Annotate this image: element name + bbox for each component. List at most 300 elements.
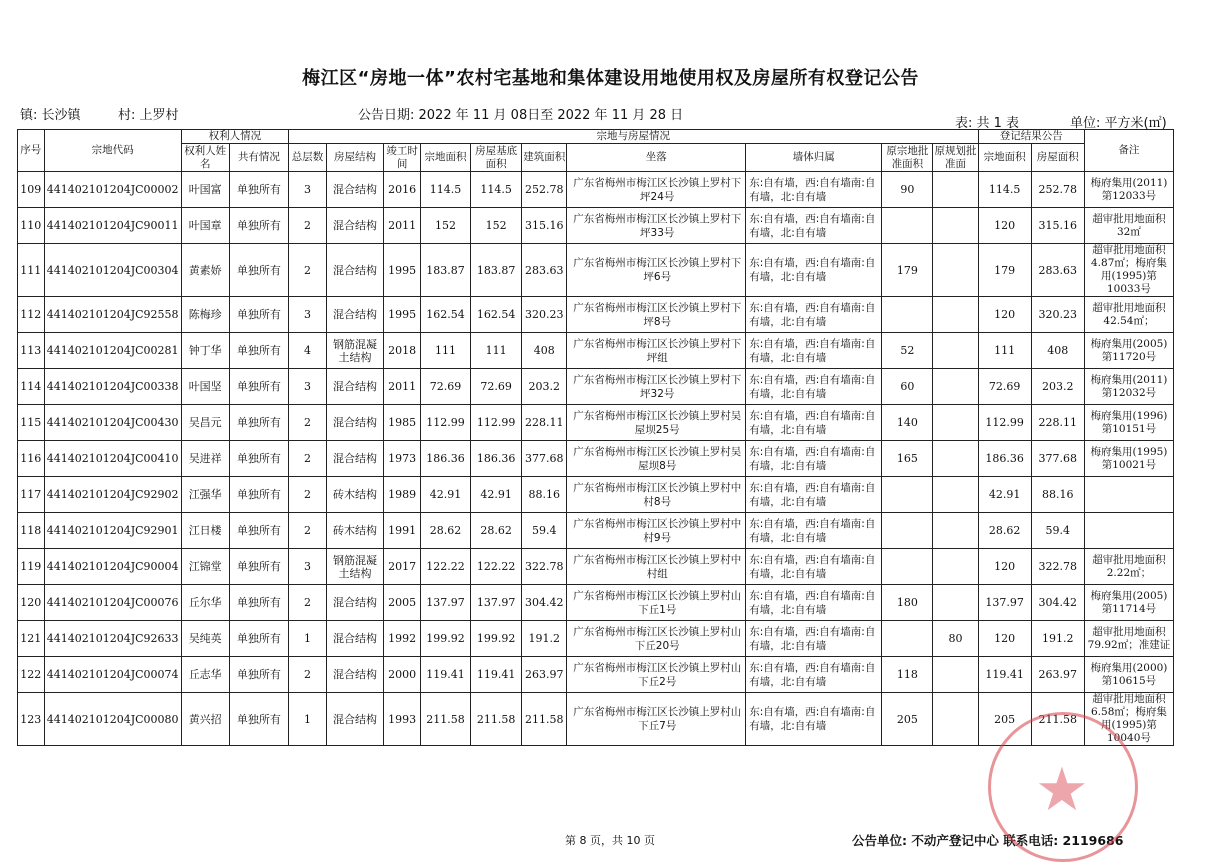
cell-name: 吴纯英 (181, 621, 229, 657)
cell-orig-plan (933, 513, 978, 549)
cell-share: 单独所有 (229, 441, 288, 477)
cell-share: 单独所有 (229, 208, 288, 244)
cell-share: 单独所有 (229, 693, 288, 746)
cell-res-area: 119.41 (978, 657, 1031, 693)
cell-build: 203.2 (522, 369, 567, 405)
footer-unit: 公告单位: 不动产登记中心 联系电话: 2119686 (852, 833, 1124, 848)
cell-floors: 2 (289, 244, 327, 297)
cell-res-area: 120 (978, 621, 1031, 657)
cell-structure: 混合结构 (326, 369, 383, 405)
header-share: 共有情况 (229, 144, 288, 172)
cell-year: 2000 (384, 657, 421, 693)
cell-orig-area: 180 (882, 585, 933, 621)
cell-seq: 122 (18, 657, 45, 693)
cell-loc: 广东省梅州市梅江区长沙镇上罗村吴屋坝25号 (567, 405, 746, 441)
cell-orig-area: 140 (882, 405, 933, 441)
cell-seq: 114 (18, 369, 45, 405)
cell-code: 441402101204JC00281 (44, 333, 181, 369)
table-row (18, 172, 1174, 208)
cell-code: 441402101204JC00076 (44, 585, 181, 621)
page-number: 第 8 页，共 10 页 (565, 834, 655, 847)
cell-seq: 119 (18, 549, 45, 585)
table-row (18, 297, 1174, 333)
cell-wall: 东:自有墙，西:自有墙南:自有墙，北:自有墙 (746, 513, 882, 549)
cell-year: 2011 (384, 208, 421, 244)
cell-code: 441402101204JC00338 (44, 369, 181, 405)
cell-build: 377.68 (522, 441, 567, 477)
cell-name: 叶国章 (181, 208, 229, 244)
cell-wall: 东:自有墙，西:自有墙南:自有墙，北:自有墙 (746, 172, 882, 208)
table-row (18, 208, 1174, 244)
cell-res-build: 88.16 (1031, 477, 1084, 513)
cell-base: 42.91 (471, 477, 522, 513)
cell-build: 320.23 (522, 297, 567, 333)
table-row (18, 244, 1174, 297)
cell-share: 单独所有 (229, 405, 288, 441)
cell-orig-plan (933, 549, 978, 585)
header-owner-name: 权利人姓名 (181, 144, 229, 172)
cell-wall: 东:自有墙，西:自有墙南:自有墙，北:自有墙 (746, 477, 882, 513)
header-structure: 房屋结构 (326, 144, 383, 172)
cell-area: 183.87 (420, 244, 470, 297)
header-wall: 墙体归属 (746, 144, 882, 172)
cell-orig-plan: 80 (933, 621, 978, 657)
cell-orig-area (882, 621, 933, 657)
cell-build: 228.11 (522, 405, 567, 441)
cell-floors: 1 (289, 693, 327, 746)
cell-share: 单独所有 (229, 244, 288, 297)
cell-name: 江锦堂 (181, 549, 229, 585)
cell-area: 152 (420, 208, 470, 244)
registration-table (17, 129, 1174, 746)
cell-year: 2005 (384, 585, 421, 621)
cell-note: 梅府集用(2011)第12033号 (1084, 172, 1173, 208)
cell-res-build: 252.78 (1031, 172, 1084, 208)
cell-seq: 109 (18, 172, 45, 208)
table-row (18, 441, 1174, 477)
cell-res-build: 203.2 (1031, 369, 1084, 405)
cell-base: 112.99 (471, 405, 522, 441)
cell-orig-area (882, 513, 933, 549)
cell-res-area: 114.5 (978, 172, 1031, 208)
cell-note: 超审批用地面积79.92㎡；准建证 (1084, 621, 1173, 657)
cell-share: 单独所有 (229, 585, 288, 621)
header-orig-plan: 原规划批准面 (934, 144, 977, 170)
cell-structure: 混合结构 (326, 621, 383, 657)
date-label: 公告日期: 2022 年 11 月 08日至 2022 年 11 月 28 日 (358, 108, 684, 123)
cell-structure: 混合结构 (326, 172, 383, 208)
cell-name: 叶国坚 (181, 369, 229, 405)
cell-res-build: 377.68 (1031, 441, 1084, 477)
cell-name: 黄兴招 (181, 693, 229, 746)
cell-area: 119.41 (420, 657, 470, 693)
cell-note: 超审批用地面积6.58㎡；梅府集用(1995)第10040号 (1084, 693, 1173, 746)
cell-base: 119.41 (471, 657, 522, 693)
cell-floors: 2 (289, 405, 327, 441)
cell-name: 钟丁华 (181, 333, 229, 369)
cell-res-build: 320.23 (1031, 297, 1084, 333)
cell-build: 408 (522, 333, 567, 369)
header-owner-group: 权利人情况 (181, 130, 288, 144)
cell-name: 黄素娇 (181, 244, 229, 297)
cell-orig-plan (933, 441, 978, 477)
star-icon: ★ (1035, 755, 1089, 825)
cell-code: 441402101204JC92901 (44, 513, 181, 549)
cell-res-build: 283.63 (1031, 244, 1084, 297)
cell-build: 59.4 (522, 513, 567, 549)
cell-build: 263.97 (522, 657, 567, 693)
cell-orig-area: 118 (882, 657, 933, 693)
cell-floors: 3 (289, 172, 327, 208)
cell-base: 152 (471, 208, 522, 244)
cell-loc: 广东省梅州市梅江区长沙镇上罗村下坪32号 (567, 369, 746, 405)
header-result-group: 登记结果公告 (978, 130, 1084, 144)
header-orig-area: 原宗地批准面积 (882, 144, 933, 172)
cell-share: 单独所有 (229, 549, 288, 585)
table-row (18, 693, 1174, 746)
cell-name: 吴昌元 (181, 405, 229, 441)
header-build-area: 建筑面积 (522, 144, 567, 172)
cell-code: 441402101204JC00074 (44, 657, 181, 693)
cell-res-area: 186.36 (978, 441, 1031, 477)
cell-orig-area: 90 (882, 172, 933, 208)
cell-wall: 东:自有墙，西:自有墙南:自有墙，北:自有墙 (746, 693, 882, 746)
cell-res-build: 322.78 (1031, 549, 1084, 585)
table-row (18, 513, 1174, 549)
header-res-build: 房屋面积 (1031, 144, 1084, 172)
cell-year: 1995 (384, 244, 421, 297)
cell-structure: 混合结构 (326, 657, 383, 693)
cell-year: 1973 (384, 441, 421, 477)
cell-note: 超审批用地面积32㎡ (1084, 208, 1173, 244)
cell-loc: 广东省梅州市梅江区长沙镇上罗村下坪24号 (567, 172, 746, 208)
cell-area: 137.97 (420, 585, 470, 621)
cell-area: 114.5 (420, 172, 470, 208)
cell-loc: 广东省梅州市梅江区长沙镇上罗村中村9号 (567, 513, 746, 549)
cell-name: 丘尔华 (181, 585, 229, 621)
cell-name: 叶国富 (181, 172, 229, 208)
cell-structure: 钢筋混凝土结构 (326, 333, 383, 369)
cell-seq: 112 (18, 297, 45, 333)
cell-orig-plan (933, 585, 978, 621)
cell-floors: 2 (289, 513, 327, 549)
table-row (18, 549, 1174, 585)
table-row (18, 405, 1174, 441)
cell-area: 112.99 (420, 405, 470, 441)
table-row (18, 333, 1174, 369)
cell-year: 2017 (384, 549, 421, 585)
cell-note: 梅府集用(1995)第10021号 (1084, 441, 1173, 477)
cell-orig-area (882, 549, 933, 585)
table-row (18, 657, 1174, 693)
cell-year: 1985 (384, 405, 421, 441)
cell-structure: 混合结构 (326, 208, 383, 244)
cell-wall: 东:自有墙，西:自有墙南:自有墙，北:自有墙 (746, 621, 882, 657)
cell-code: 441402101204JC92902 (44, 477, 181, 513)
cell-area: 111 (420, 333, 470, 369)
cell-base: 122.22 (471, 549, 522, 585)
cell-loc: 广东省梅州市梅江区长沙镇上罗村山下丘20号 (567, 621, 746, 657)
cell-floors: 4 (289, 333, 327, 369)
cell-code: 441402101204JC90011 (44, 208, 181, 244)
cell-seq: 118 (18, 513, 45, 549)
cell-floors: 1 (289, 621, 327, 657)
cell-build: 252.78 (522, 172, 567, 208)
cell-loc: 广东省梅州市梅江区长沙镇上罗村下坪6号 (567, 244, 746, 297)
cell-year: 1989 (384, 477, 421, 513)
header-base-area: 房屋基底面积 (471, 144, 522, 172)
cell-structure: 砖木结构 (326, 477, 383, 513)
cell-area: 42.91 (420, 477, 470, 513)
cell-wall: 东:自有墙，西:自有墙南:自有墙，北:自有墙 (746, 208, 882, 244)
cell-share: 单独所有 (229, 657, 288, 693)
table-row (18, 621, 1174, 657)
cell-floors: 3 (289, 297, 327, 333)
cell-year: 2011 (384, 369, 421, 405)
cell-seq: 123 (18, 693, 45, 746)
cell-build: 211.58 (522, 693, 567, 746)
cell-orig-area (882, 208, 933, 244)
cell-loc: 广东省梅州市梅江区长沙镇上罗村山下丘2号 (567, 657, 746, 693)
header-floors: 总层数 (289, 144, 327, 172)
cell-base: 28.62 (471, 513, 522, 549)
cell-res-build: 304.42 (1031, 585, 1084, 621)
cell-note: 梅府集用(1996)第10151号 (1084, 405, 1173, 441)
cell-note: 梅府集用(2011)第12032号 (1084, 369, 1173, 405)
cell-res-build: 211.58 (1031, 693, 1084, 746)
cell-seq: 121 (18, 621, 45, 657)
cell-res-area: 42.91 (978, 477, 1031, 513)
cell-build: 304.42 (522, 585, 567, 621)
cell-orig-area: 205 (882, 693, 933, 746)
page-title: 梅江区“房地一体”农村宅基地和集体建设用地使用权及房屋所有权登记公告 (302, 68, 919, 89)
cell-year: 1991 (384, 513, 421, 549)
cell-res-area: 72.69 (978, 369, 1031, 405)
cell-orig-area (882, 297, 933, 333)
cell-floors: 2 (289, 585, 327, 621)
cell-base: 72.69 (471, 369, 522, 405)
cell-res-area: 205 (978, 693, 1031, 746)
cell-area: 211.58 (420, 693, 470, 746)
cell-res-area: 120 (978, 208, 1031, 244)
cell-structure: 混合结构 (326, 244, 383, 297)
cell-base: 211.58 (471, 693, 522, 746)
cell-loc: 广东省梅州市梅江区长沙镇上罗村中村组 (567, 549, 746, 585)
cell-build: 88.16 (522, 477, 567, 513)
cell-name: 丘志华 (181, 657, 229, 693)
header-note: 备注 (1084, 130, 1173, 172)
header-res-area: 宗地面积 (978, 144, 1031, 172)
cell-loc: 广东省梅州市梅江区长沙镇上罗村下坪33号 (567, 208, 746, 244)
cell-orig-plan (933, 297, 978, 333)
cell-base: 162.54 (471, 297, 522, 333)
cell-name: 吴进祥 (181, 441, 229, 477)
cell-base: 111 (471, 333, 522, 369)
cell-name: 陈梅珍 (181, 297, 229, 333)
cell-share: 单独所有 (229, 297, 288, 333)
cell-area: 186.36 (420, 441, 470, 477)
cell-note: 梅府集用(2005)第11714号 (1084, 585, 1173, 621)
cell-year: 2016 (384, 172, 421, 208)
cell-structure: 混合结构 (326, 405, 383, 441)
cell-loc: 广东省梅州市梅江区长沙镇上罗村山下丘1号 (567, 585, 746, 621)
cell-code: 441402101204JC00430 (44, 405, 181, 441)
cell-base: 199.92 (471, 621, 522, 657)
cell-structure: 混合结构 (326, 585, 383, 621)
cell-code: 441402101204JC92633 (44, 621, 181, 657)
cell-floors: 2 (289, 441, 327, 477)
cell-wall: 东:自有墙，西:自有墙南:自有墙，北:自有墙 (746, 333, 882, 369)
cell-loc: 广东省梅州市梅江区长沙镇上罗村下坪组 (567, 333, 746, 369)
cell-loc: 广东省梅州市梅江区长沙镇上罗村中村8号 (567, 477, 746, 513)
cell-name: 江强华 (181, 477, 229, 513)
cell-note: 梅府集用(2005)第11720号 (1084, 333, 1173, 369)
cell-build: 191.2 (522, 621, 567, 657)
cell-wall: 东:自有墙，西:自有墙南:自有墙，北:自有墙 (746, 441, 882, 477)
cell-wall: 东:自有墙，西:自有墙南:自有墙，北:自有墙 (746, 549, 882, 585)
cell-code: 441402101204JC90004 (44, 549, 181, 585)
header-land-group: 宗地与房屋情况 (289, 130, 978, 144)
cell-loc: 广东省梅州市梅江区长沙镇上罗村吴屋坝8号 (567, 441, 746, 477)
cell-wall: 东:自有墙，西:自有墙南:自有墙，北:自有墙 (746, 297, 882, 333)
cell-year: 1992 (384, 621, 421, 657)
cell-wall: 东:自有墙，西:自有墙南:自有墙，北:自有墙 (746, 585, 882, 621)
cell-res-build: 263.97 (1031, 657, 1084, 693)
cell-share: 单独所有 (229, 513, 288, 549)
cell-name: 江日楼 (181, 513, 229, 549)
cell-structure: 砖木结构 (326, 513, 383, 549)
header-year: 竣工时间 (384, 144, 421, 172)
cell-structure: 混合结构 (326, 297, 383, 333)
cell-share: 单独所有 (229, 369, 288, 405)
cell-seq: 113 (18, 333, 45, 369)
table-body (18, 172, 1174, 746)
cell-note: 超审批用地面积2.22㎡； (1084, 549, 1173, 585)
cell-build: 315.16 (522, 208, 567, 244)
cell-res-build: 191.2 (1031, 621, 1084, 657)
cell-seq: 110 (18, 208, 45, 244)
cell-base: 183.87 (471, 244, 522, 297)
cell-orig-area: 60 (882, 369, 933, 405)
cell-build: 283.63 (522, 244, 567, 297)
cell-year: 1995 (384, 297, 421, 333)
cell-share: 单独所有 (229, 333, 288, 369)
cell-res-area: 137.97 (978, 585, 1031, 621)
cell-floors: 2 (289, 477, 327, 513)
cell-orig-plan (933, 477, 978, 513)
cell-floors: 2 (289, 657, 327, 693)
cell-share: 单独所有 (229, 621, 288, 657)
cell-res-area: 179 (978, 244, 1031, 297)
cell-res-build: 228.11 (1031, 405, 1084, 441)
cell-floors: 3 (289, 369, 327, 405)
cell-orig-plan (933, 693, 978, 746)
cell-orig-plan (933, 333, 978, 369)
cell-area: 72.69 (420, 369, 470, 405)
cell-note (1084, 513, 1173, 549)
cell-res-area: 111 (978, 333, 1031, 369)
cell-wall: 东:自有墙，西:自有墙南:自有墙，北:自有墙 (746, 405, 882, 441)
cell-res-area: 112.99 (978, 405, 1031, 441)
cell-orig-plan (933, 405, 978, 441)
cell-floors: 2 (289, 208, 327, 244)
header-location: 坐落 (567, 144, 746, 172)
cell-orig-area: 179 (882, 244, 933, 297)
cell-year: 2018 (384, 333, 421, 369)
cell-seq: 116 (18, 441, 45, 477)
cell-seq: 115 (18, 405, 45, 441)
cell-orig-plan (933, 172, 978, 208)
village-label: 村: 上罗村 (118, 108, 179, 123)
cell-orig-area (882, 477, 933, 513)
cell-orig-plan (933, 244, 978, 297)
cell-area: 199.92 (420, 621, 470, 657)
cell-build: 322.78 (522, 549, 567, 585)
cell-area: 122.22 (420, 549, 470, 585)
cell-code: 441402101204JC00410 (44, 441, 181, 477)
cell-orig-area: 52 (882, 333, 933, 369)
cell-note: 超审批用地面积4.87㎡；梅府集用(1995)第10033号 (1084, 244, 1173, 297)
cell-res-area: 120 (978, 549, 1031, 585)
cell-structure: 钢筋混凝土结构 (326, 549, 383, 585)
cell-seq: 120 (18, 585, 45, 621)
cell-structure: 混合结构 (326, 441, 383, 477)
cell-res-build: 408 (1031, 333, 1084, 369)
cell-structure: 混合结构 (326, 693, 383, 746)
header-code: 宗地代码 (44, 130, 181, 172)
cell-note (1084, 477, 1173, 513)
cell-base: 137.97 (471, 585, 522, 621)
table-row (18, 585, 1174, 621)
cell-wall: 东:自有墙，西:自有墙南:自有墙，北:自有墙 (746, 657, 882, 693)
cell-loc: 广东省梅州市梅江区长沙镇上罗村山下丘7号 (567, 693, 746, 746)
cell-share: 单独所有 (229, 172, 288, 208)
cell-note: 梅府集用(2000)第10615号 (1084, 657, 1173, 693)
cell-code: 441402101204JC00080 (44, 693, 181, 746)
cell-orig-plan (933, 369, 978, 405)
cell-floors: 3 (289, 549, 327, 585)
cell-base: 186.36 (471, 441, 522, 477)
cell-wall: 东:自有墙，西:自有墙南:自有墙，北:自有墙 (746, 369, 882, 405)
cell-code: 441402101204JC00304 (44, 244, 181, 297)
table-row (18, 477, 1174, 513)
cell-res-build: 59.4 (1031, 513, 1084, 549)
cell-code: 441402101204JC00002 (44, 172, 181, 208)
cell-note: 超审批用地面积42.54㎡； (1084, 297, 1173, 333)
cell-orig-plan (933, 208, 978, 244)
cell-seq: 111 (18, 244, 45, 297)
cell-year: 1993 (384, 693, 421, 746)
cell-orig-area: 165 (882, 441, 933, 477)
header-area: 宗地面积 (420, 144, 470, 172)
cell-code: 441402101204JC92558 (44, 297, 181, 333)
cell-share: 单独所有 (229, 477, 288, 513)
cell-orig-plan (933, 657, 978, 693)
unit-label: 单位: 平方米(㎡) (1070, 116, 1167, 131)
cell-area: 28.62 (420, 513, 470, 549)
header-seq: 序号 (18, 130, 45, 172)
cell-wall: 东:自有墙，西:自有墙南:自有墙，北:自有墙 (746, 244, 882, 297)
cell-loc: 广东省梅州市梅江区长沙镇上罗村下坪8号 (567, 297, 746, 333)
cell-res-area: 28.62 (978, 513, 1031, 549)
cell-area: 162.54 (420, 297, 470, 333)
cell-base: 114.5 (471, 172, 522, 208)
sheet-label: 表: 共 1 表 (955, 116, 1020, 131)
cell-seq: 117 (18, 477, 45, 513)
cell-res-build: 315.16 (1031, 208, 1084, 244)
town-label: 镇: 长沙镇 (20, 108, 81, 123)
official-seal (988, 712, 1138, 862)
